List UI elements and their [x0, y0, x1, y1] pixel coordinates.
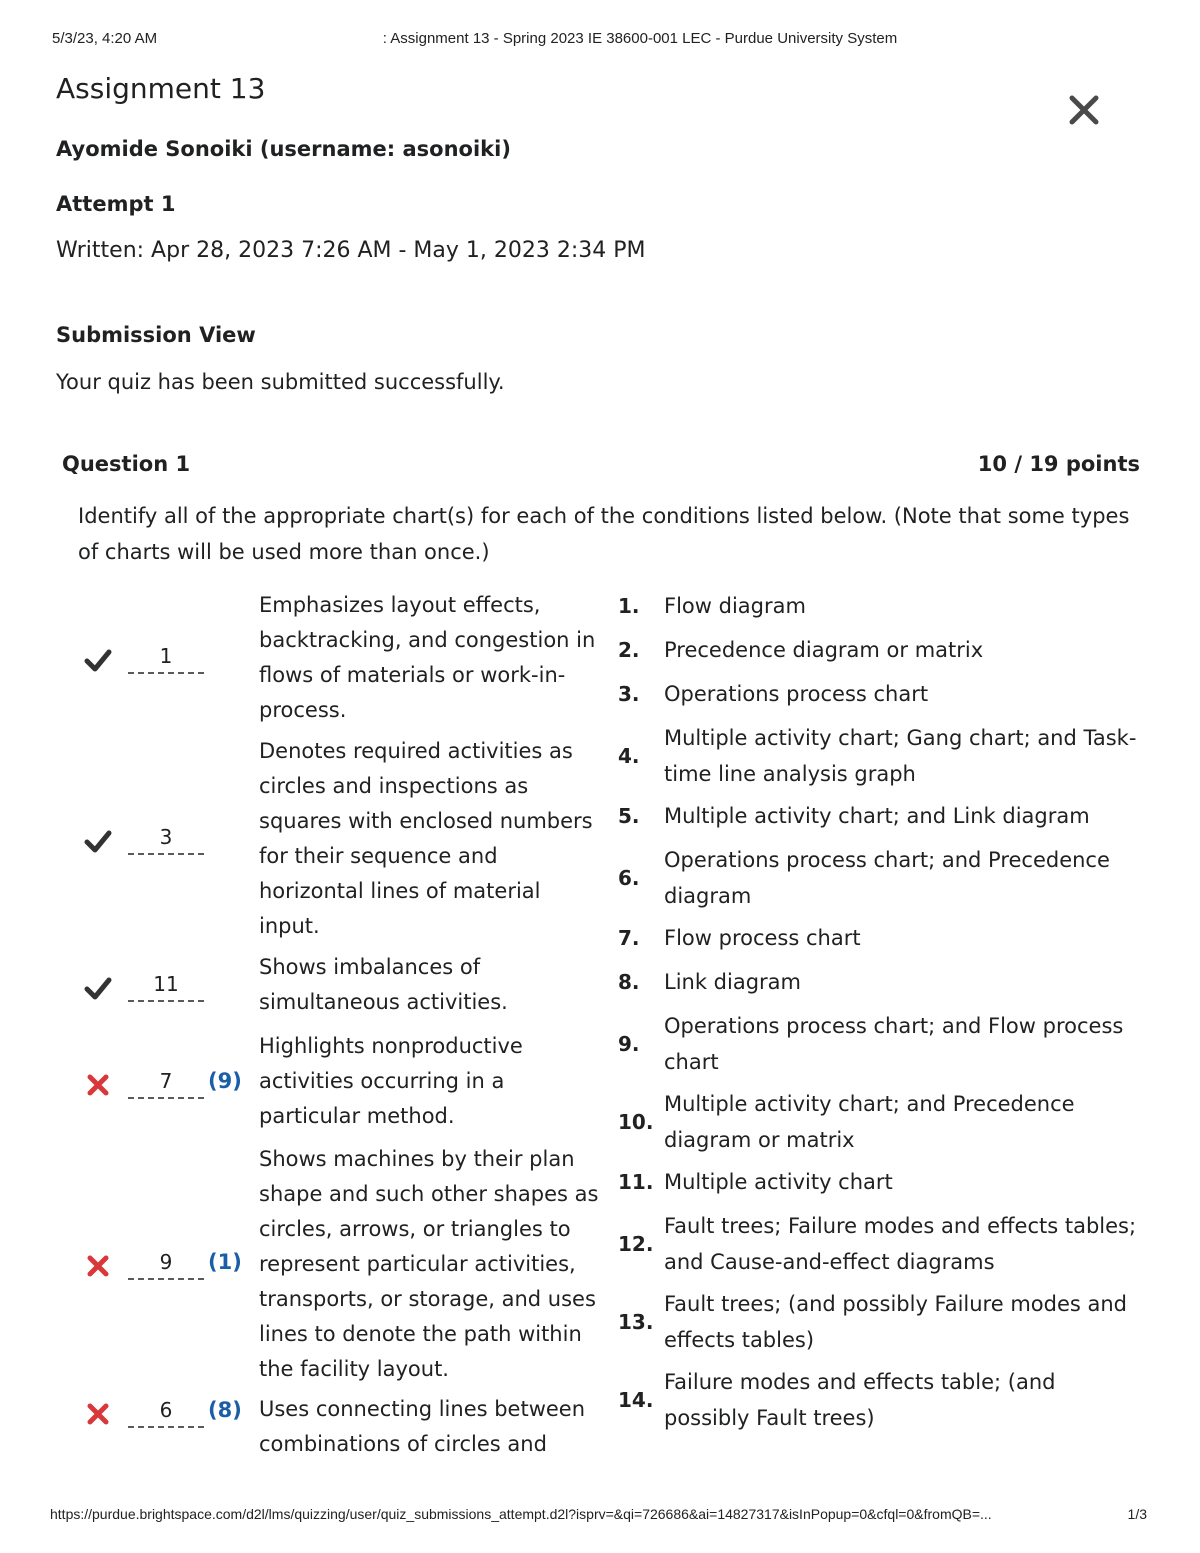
option-text: Link diagram [664, 970, 802, 994]
checkmark-icon [84, 827, 114, 857]
answer-field[interactable]: 7 [128, 1069, 204, 1099]
option-text: Multiple activity chart; Gang chart; and Task-time line analysis graph [664, 726, 1137, 786]
attempt-label: Attempt 1 [56, 192, 176, 216]
option-text: Multiple activity chart; and Link diagram [664, 804, 1090, 828]
option-text: Operations process chart; and Flow process chart [664, 1014, 1124, 1074]
condition-text: Highlights nonproductive activities occurring in a particular method. [259, 1034, 523, 1128]
question-points: 10 / 19 points [977, 452, 1140, 476]
condition-text: Shows imbalances of simultaneous activities. [259, 955, 508, 1014]
condition-text: Uses connecting lines between combinations of circles and [259, 1397, 586, 1456]
print-url: https://purdue.brightspace.com/d2l/lms/quizzing/user/quiz_submissions_attempt.d2l?isprv=&qi=726686&ai=14827317&isInPopup=0&cfql=0&fromQB=... [50, 1506, 992, 1522]
option-text: Failure modes and effects table; (and possibly Fault trees) [664, 1370, 1056, 1430]
option-number: 1. [618, 594, 640, 618]
correct-answer: (9) [208, 1069, 242, 1093]
correct-answer: (1) [208, 1250, 242, 1274]
option-number: 13. [618, 1310, 654, 1334]
answer-field[interactable]: 3 [128, 825, 204, 855]
print-title: : Assignment 13 - Spring 2023 IE 38600-001 LEC - Purdue University System [382, 30, 898, 47]
page-number: 1/3 [1127, 1506, 1147, 1522]
option-text: Operations process chart [664, 682, 929, 706]
correct-answer: (8) [208, 1398, 242, 1422]
close-icon [1066, 92, 1102, 128]
option-text: Flow diagram [664, 594, 806, 618]
option-text: Fault trees; Failure modes and effects tables; and Cause-and-effect diagrams [664, 1214, 1137, 1274]
option-text: Fault trees; (and possibly Failure modes and effects tables) [664, 1292, 1127, 1352]
option-text: Precedence diagram or matrix [664, 638, 984, 662]
option-number: 4. [618, 744, 640, 768]
print-date: 5/3/23, 4:20 AM [52, 30, 158, 47]
submission-view-heading: Submission View [56, 323, 256, 347]
x-mark-icon [84, 1400, 114, 1430]
submission-message: Your quiz has been submitted successfully. [56, 370, 505, 394]
answer-field[interactable]: 6 [128, 1398, 204, 1428]
close-button[interactable] [1066, 92, 1102, 128]
option-text: Multiple activity chart [664, 1170, 893, 1194]
option-number: 9. [618, 1032, 640, 1056]
option-number: 10. [618, 1110, 654, 1134]
answer-field[interactable]: 9 [128, 1250, 204, 1280]
option-number: 12. [618, 1232, 654, 1256]
condition-text: Emphasizes layout effects, backtracking, and congestion in flows of materials or work-in-process. [259, 593, 596, 722]
condition-text: Shows machines by their plan shape and such other shapes as circles, arrows, or triangles to represent particular activities, transports, or storage, and uses lines to denote the path within the facility layout. [259, 1147, 599, 1381]
x-mark-icon [84, 1252, 114, 1282]
option-text: Multiple activity chart; and Precedence diagram or matrix [664, 1092, 1075, 1152]
checkmark-icon [84, 646, 114, 676]
option-number: 7. [618, 926, 640, 950]
answer-field[interactable]: 1 [128, 644, 204, 674]
print-footer [0, 1506, 1200, 1526]
option-number: 3. [618, 682, 640, 706]
option-number: 11. [618, 1170, 654, 1194]
option-text: Flow process chart [664, 926, 861, 950]
checkmark-icon [84, 974, 114, 1004]
written-dates: Written: Apr 28, 2023 7:26 AM - May 1, 2023 2:34 PM [56, 238, 646, 263]
page-title: Assignment 13 [56, 72, 266, 105]
option-text: Operations process chart; and Precedence diagram [664, 848, 1110, 908]
user-name: Ayomide Sonoiki (username: asonoiki) [56, 137, 511, 161]
question-prompt: Identify all of the appropriate chart(s) for each of the conditions listed below. (Note that some types of charts will be used more than once.) [78, 504, 1130, 564]
answer-field[interactable]: 11 [128, 972, 204, 1002]
option-number: 6. [618, 866, 640, 890]
condition-text: Denotes required activities as circles and inspections as squares with enclosed numbers for their sequence and horizontal lines of material input. [259, 739, 593, 938]
option-number: 2. [618, 638, 640, 662]
option-number: 5. [618, 804, 640, 828]
x-mark-icon [84, 1071, 114, 1101]
question-title: Question 1 [62, 452, 191, 476]
print-header [0, 30, 1200, 50]
option-number: 8. [618, 970, 640, 994]
option-number: 14. [618, 1388, 654, 1412]
